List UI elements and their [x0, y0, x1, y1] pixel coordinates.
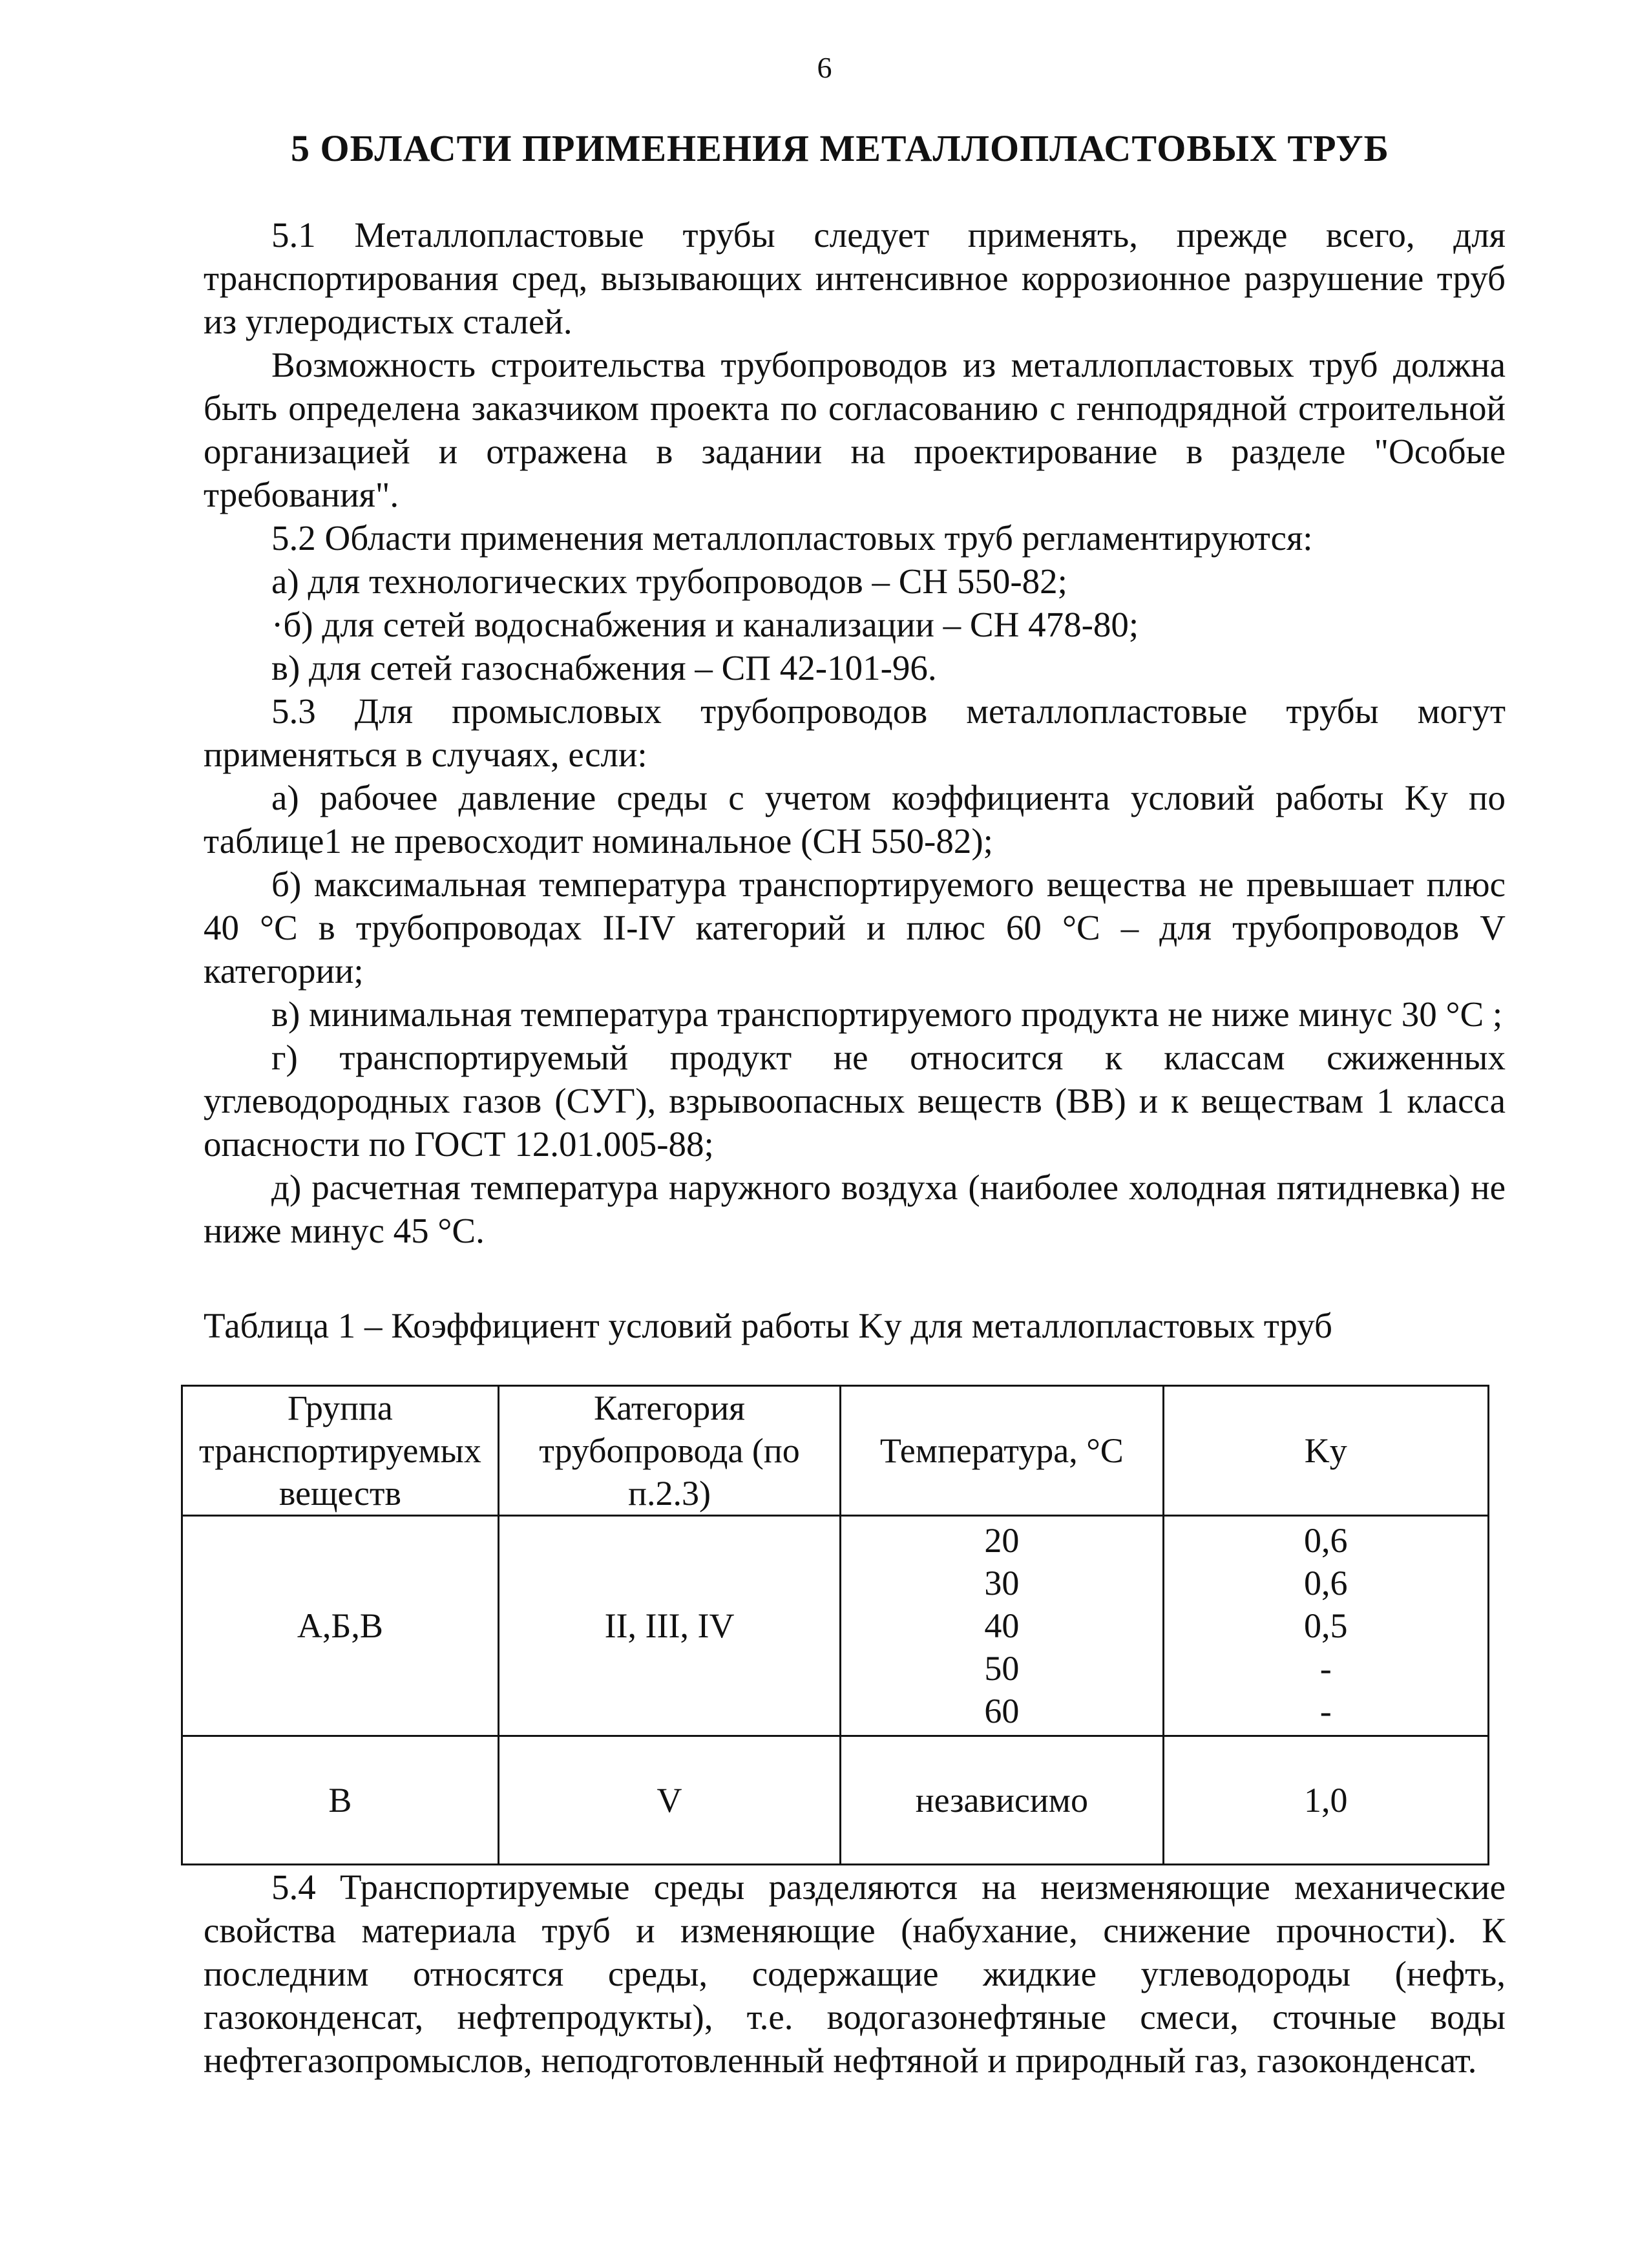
paragraph-5-1: 5.1 Металлопластовые трубы следует применять, прежде всего, для транспортирования сред, вызывающих интенсивное коррозионное разрушение труб из углеродистых сталей. — [204, 215, 1506, 341]
table-header-row — [182, 1386, 1489, 1516]
ky-table — [181, 1385, 1489, 1865]
temperature-value: 30 — [984, 1564, 1020, 1602]
list-item-v: в) для сетей газоснабжения – СП 42-101-96. — [271, 648, 937, 688]
page-number: 6 — [817, 51, 832, 84]
table-row — [182, 1736, 1489, 1865]
paragraph-5-3: 5.3 Для промысловых трубопроводов металлопластовые трубы могут применяться в случаях, если: — [204, 691, 1506, 774]
list-item-a: а) для технологических трубопроводов – СН 550-82; — [271, 562, 1067, 601]
list-item-b: ·б) для сетей водоснабжения и канализации – СН 478-80; — [271, 605, 1139, 644]
paragraph-5-4: 5.4 Транспортируемые среды разделяются на неизменяющие механические свойства материала труб и изменяющие (набухание, снижение прочности). К последним относятся среды, содержащие жидкие углеводороды (нефть, газоконденсат, нефтепродукты), т.е. водогазонефтяные смеси, сточные воды нефтегазопромыслов, неподготовленный нефтяной и природный газ, газоконденсат. — [204, 1867, 1506, 2080]
condition-g: г) транспортируемый продукт не относится к классам сжиженных углеводородных газов (СУГ), взрывоопасных веществ (ВВ) и к веществам 1 класса опасности по ГОСТ 12.01.005-88; — [204, 1038, 1506, 1164]
header-ky: Kу — [1163, 1386, 1488, 1516]
ky-value: 0,5 — [1304, 1606, 1348, 1645]
table-caption: Таблица 1 – Коэффициент условий работы Kу для металлопластовых труб — [204, 1306, 1332, 1345]
section-title: 5 ОБЛАСТИ ПРИМЕНЕНИЯ МЕТАЛЛОПЛАСТОВЫХ ТРУБ — [291, 127, 1389, 169]
paragraph-5-2: 5.2 Области применения металлопластовых труб регламентируются: — [271, 518, 1313, 558]
condition-b: б) максимальная температура транспортируемого вещества не превышает плюс 40 °С в трубопроводах II-IV категорий и плюс 60 °С – для трубопроводов V категории; — [204, 865, 1506, 991]
cell-category: II, III, IV — [498, 1516, 840, 1736]
ky-value: - — [1319, 1649, 1332, 1688]
header-group: Группа транспортируемых веществ — [182, 1386, 499, 1516]
temperature-value: 40 — [984, 1606, 1020, 1645]
document-body — [199, 213, 1506, 2082]
temperature-value: 20 — [984, 1521, 1020, 1560]
condition-v: в) минимальная температура транспортируемого продукта не ниже минус 30 °С ; — [271, 994, 1503, 1034]
table-container — [181, 1385, 1506, 1865]
condition-a: а) рабочее давление среды с учетом коэффициента условий работы Kу по таблице1 не превосходит номинальное (СН 550-82); — [204, 778, 1506, 861]
table-row — [182, 1516, 1489, 1736]
header-temperature: Температура, °С — [841, 1386, 1163, 1516]
cell-temperatures: независимо — [841, 1736, 1163, 1865]
cell-category: V — [498, 1736, 840, 1865]
temperature-value: 50 — [984, 1649, 1020, 1688]
ky-value: - — [1319, 1692, 1332, 1730]
ky-value: 0,6 — [1304, 1521, 1348, 1560]
condition-d: д) расчетная температура наружного воздуха (наиболее холодная пятидневка) не ниже минус 45 °С. — [204, 1168, 1506, 1250]
cell-group: В — [182, 1736, 499, 1865]
ky-value: 0,6 — [1304, 1564, 1348, 1602]
cell-temperatures — [841, 1516, 1163, 1736]
header-category: Категория трубопровода (по п.2.3) — [498, 1386, 840, 1516]
paragraph-feasibility: Возможность строительства трубопроводов из металлопластовых труб должна быть определена заказчиком проекта по согласованию с генподрядной строительной организацией и отражена в задании на проектирование в разделе "Особые требования". — [204, 345, 1506, 514]
cell-ky-values — [1163, 1516, 1488, 1736]
temperature-value: 60 — [984, 1692, 1020, 1730]
cell-group: А,Б,В — [182, 1516, 499, 1736]
cell-ky-values: 1,0 — [1163, 1736, 1488, 1865]
